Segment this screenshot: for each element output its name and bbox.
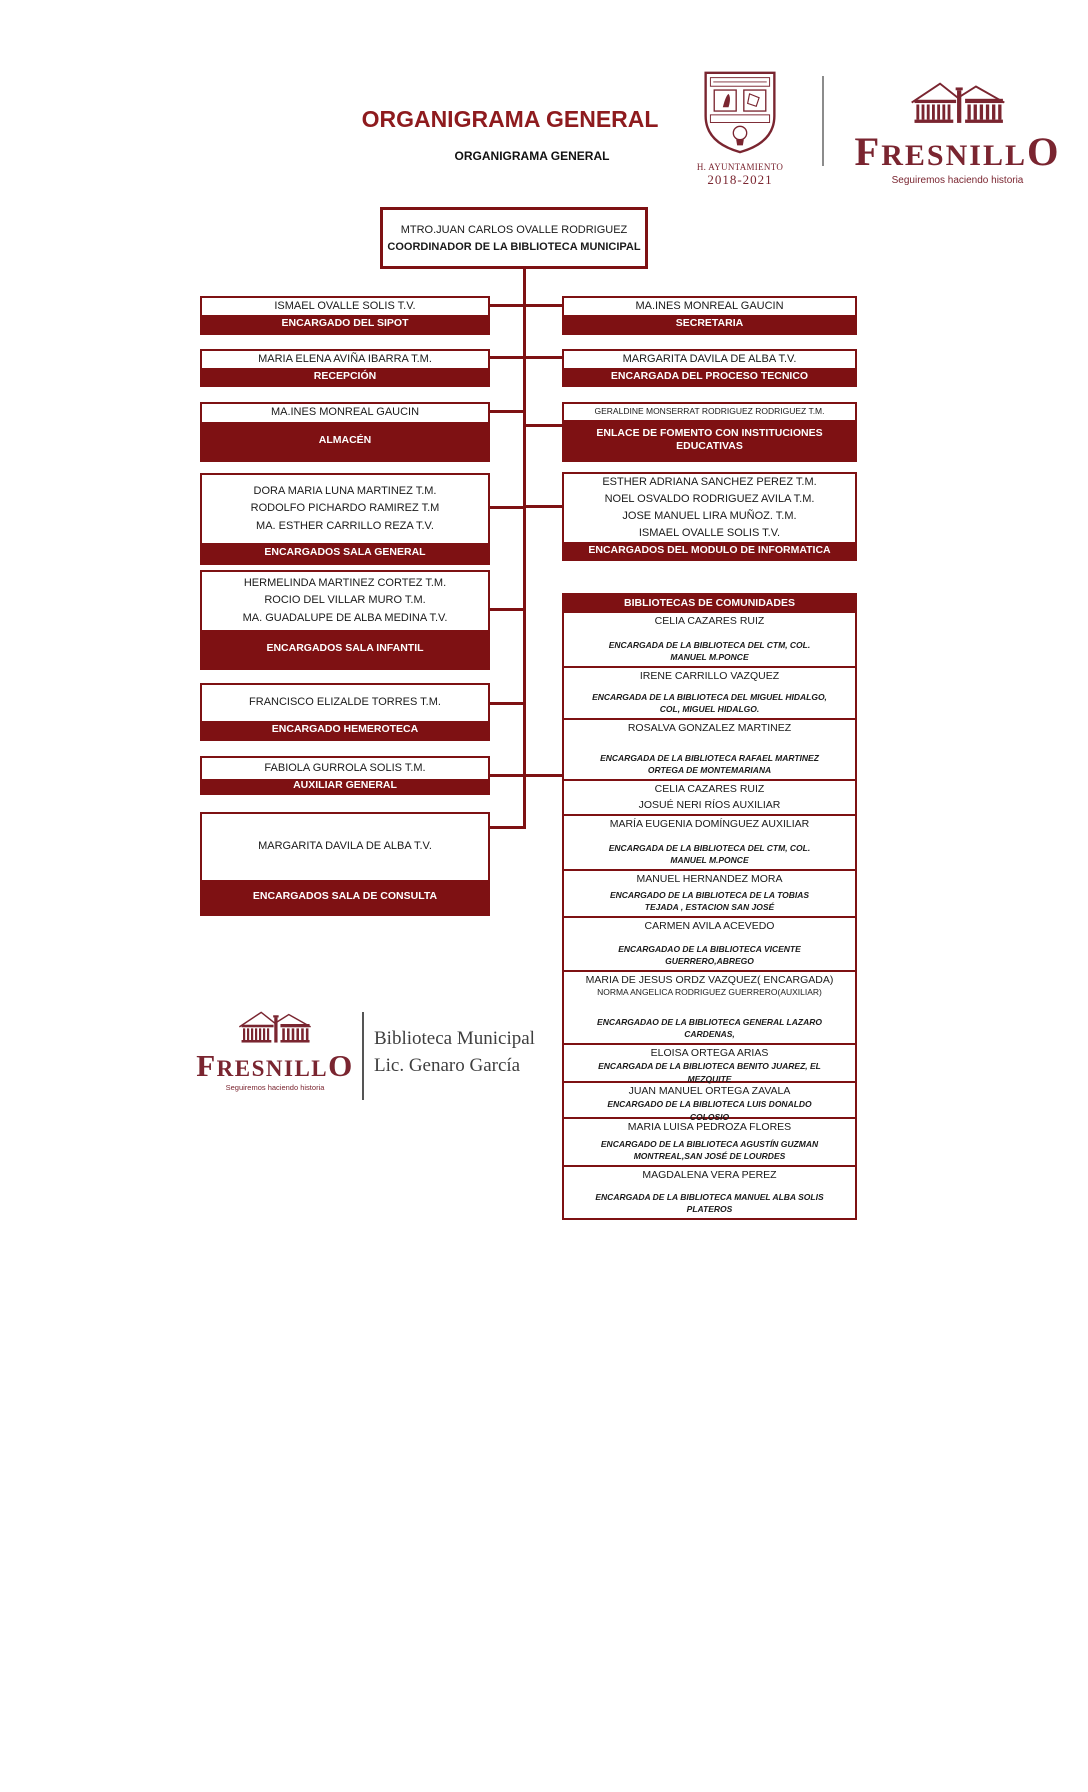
librarian-name: MAGDALENA VERA PEREZ [642,1169,777,1181]
person-name: FABIOLA GURROLA SOLIS T.M. [264,761,426,774]
wordmark-letter: O [328,1048,354,1083]
person-name: ISMAEL OVALLE SOLIS T.V. [274,299,416,312]
librarian-name: CELIA CAZARES RUIZ [654,615,765,627]
fresnillo-wordmark [196,1050,354,1081]
fresnillo-logo-top [850,78,1065,186]
person-names [202,404,488,422]
connector-line [490,506,523,509]
librarian-name: JUAN MANUEL ORTEGA ZAVALA [628,1085,791,1097]
footer-library-name [374,1026,594,1079]
wordmark-letter: O [1026,129,1061,174]
connector-line [490,826,526,829]
fresnillo-arches-icon [858,78,1058,130]
org-box [562,349,857,387]
role-label: ENCARGADOS DEL MODULO DE INFORMATICA [564,542,855,559]
org-box [200,349,490,387]
wordmark-letter: RESNILL [216,1056,329,1081]
community-item-top [569,974,850,998]
community-item-top [569,920,850,933]
community-item-top [569,722,850,735]
coordinator-name: MTRO.JUAN CARLOS OVALLE RODRIGUEZ [400,223,628,236]
wordmark-letter: F [854,129,882,174]
page-title: ORGANIGRAMA GENERAL [361,106,659,132]
person-name: MARIA ELENA AVIÑA IBARRA T.M. [258,352,432,365]
org-box [200,683,490,741]
librarian-name: CELIA CAZARES RUIZ [654,783,765,795]
community-item-top [569,818,850,831]
person-names [202,351,488,368]
community-item-top [569,1047,850,1060]
community-item [564,916,855,970]
library-role: ENCARGADO DE LA BIBLIOTECA LUIS DONALDO COLOSIO [607,1099,812,1122]
librarian-aux-name: JOSUÉ NERI RÍOS AUXILIAR [638,798,781,811]
fresnillo-tagline: Seguiremos haciendo historia [225,1083,325,1093]
person-name: RODOLFO PICHARDO RAMIREZ T.M [250,502,440,515]
org-box [562,296,857,335]
connector-line [526,505,562,508]
library-role: ENCARGADA DE LA BIBLIOTECA RAFAEL MARTINEZ ORTEGA DE MONTEMARIANA [600,752,819,776]
org-box [200,570,490,670]
person-names [564,351,855,368]
communities-list [562,593,857,1220]
wordmark-letter: RESNILL [881,139,1027,172]
librarian-name: ELOISA ORTEGA ARIAS [650,1047,769,1059]
connector-line [526,424,562,427]
community-item [564,1165,855,1218]
librarian-name: MARÍA EUGENIA DOMÍNGUEZ AUXILIAR [609,818,810,830]
person-names [202,572,488,630]
coordinator-role: COORDINADOR DE LA BIBLIOTECA MUNICIPAL [387,240,641,253]
role-label: ENCARGADOS SALA DE CONSULTA [202,880,488,914]
org-box [562,472,857,561]
footer-divider [362,1012,364,1100]
librarian-aux-name: NORMA ANGELICA RODRIGUEZ GUERRERO(AUXILIAR) [597,987,822,998]
footer-line1: Biblioteca Municipal [374,1028,535,1049]
connector-line [490,702,523,705]
role-label: SECRETARIA [564,315,855,333]
community-item-top [569,1121,850,1134]
role-label: ENCARGADOS SALA GENERAL [202,543,488,563]
connector-line [523,269,526,829]
person-name: NOEL OSVALDO RODRIGUEZ AVILA T.M. [604,492,815,505]
connector-line [490,774,562,777]
library-role: ENCARGADAO DE LA BIBLIOTECA GENERAL LAZARO CARDENAS, [597,1016,822,1040]
connector-line [490,356,523,359]
role-label: AUXILIAR GENERAL [202,779,488,793]
connector-line [490,410,523,413]
community-item [564,970,855,1043]
person-names [564,298,855,315]
coordinator-box [380,207,648,269]
community-item [564,718,855,779]
community-item-top [569,615,850,628]
role-label: RECEPCIÓN [202,368,488,385]
person-names [202,814,488,880]
person-name: GERALDINE MONSERRAT RODRIGUEZ RODRIGUEZ T.M. [594,406,825,417]
library-role: ENCARGADO DE LA BIBLIOTECA AGUSTÍN GUZMAN MONTREAL,SAN JOSÉ DE LOURDES [600,1138,819,1162]
person-name: ISMAEL OVALLE SOLIS T.V. [638,527,781,540]
person-name: HERMELINDA MARTINEZ CORTEZ T.M. [243,577,447,590]
crest-shield-icon [701,70,779,154]
role-label: ALMACÉN [202,422,488,460]
librarian-name: CARMEN AVILA ACEVEDO [644,920,775,932]
librarian-name: MARIA DE JESUS ORDZ VAZQUEZ( ENCARGADA) [585,974,834,986]
fresnillo-logo-footer [195,1008,355,1092]
person-names [202,475,488,543]
librarian-name: ROSALVA GONZALEZ MARTINEZ [627,722,792,734]
role-label: ENCARGADA DEL PROCESO TECNICO [564,368,855,385]
community-item-top [569,873,850,886]
fresnillo-arches-icon [200,1008,350,1048]
ayuntamiento-crest [694,70,786,188]
header-divider [822,76,824,166]
person-name: MA.INES MONREAL GAUCIN [270,406,420,419]
community-item [564,1081,855,1122]
community-item-top [569,783,850,796]
role-label: ENCARGADOS SALA INFANTIL [202,630,488,668]
person-name: MA.INES MONREAL GAUCIN [635,299,784,312]
org-box [562,402,857,462]
person-name: ROCIO DEL VILLAR MURO T.M. [264,594,426,607]
page-subtitle: ORGANIGRAMA GENERAL [454,149,610,163]
library-role: ENCARGADO DE LA BIBLIOTECA DE LA TOBIAS TEJADA , ESTACION SAN JOSÉ [609,889,810,913]
community-item [564,666,855,718]
role-label: ENLACE DE FOMENTO CON INSTITUCIONES EDUCATIVAS [564,420,855,460]
librarian-name: MANUEL HERNANDEZ MORA [636,873,783,885]
person-name: FRANCISCO ELIZALDE TORRES T.M. [249,696,441,709]
crest-years: 2018-2021 [707,172,773,187]
community-item [564,1043,855,1084]
library-role: ENCARGADA DE LA BIBLIOTECA BENITO JUAREZ, EL MEZQUITE [598,1061,821,1084]
person-names [564,474,855,542]
org-box [200,812,490,916]
org-box [200,402,490,462]
person-name: MARGARITA DAVILA DE ALBA T.V. [258,840,432,853]
community-item [564,814,855,869]
connector-line [526,356,562,359]
connector-line [526,304,562,307]
fresnillo-wordmark [854,129,1061,174]
community-item [564,779,855,814]
community-item-top [569,1085,850,1098]
person-name: MA. GUADALUPE DE ALBA MEDINA T.V. [242,611,448,624]
role-label: ENCARGADO HEMEROTECA [202,721,488,739]
footer-line2: Lic. Genaro García [374,1054,521,1076]
person-name: ESTHER ADRIANA SANCHEZ PEREZ T.M. [602,475,817,488]
communities-header: BIBLIOTECAS DE COMUNIDADES [564,595,855,611]
library-role: ENCARGADA DE LA BIBLIOTECA DEL MIGUEL HIDALGO, COL, MIGUEL HIDALGO. [592,691,827,715]
library-role: ENCARGADA DE LA BIBLIOTECA DEL CTM, COL. MANUEL M.PONCE [608,842,811,866]
role-label: ENCARGADO DEL SIPOT [202,315,488,333]
community-item-top [569,1169,850,1182]
connector-line [490,304,523,307]
person-names [202,685,488,721]
org-box [200,473,490,565]
librarian-name: MARIA LUISA PEDROZA FLORES [627,1121,792,1133]
person-names [202,758,488,779]
person-names [202,298,488,315]
person-name: JOSE MANUEL LIRA MUÑOZ. T.M. [622,510,797,522]
person-name: MA. ESTHER CARRILLO REZA T.V. [256,519,434,532]
community-item-top [569,670,850,683]
wordmark-letter: F [196,1048,217,1083]
connector-line [490,608,523,611]
library-role: ENCARGADAO DE LA BIBLIOTECA VICENTE GUERRERO,ABREGO [618,943,801,967]
org-box [200,296,490,335]
person-name: MARGARITA DAVILA DE ALBA T.V. [622,352,797,365]
org-box [200,756,490,795]
crest-caption: H. AYUNTAMIENTO [696,162,784,172]
library-role: ENCARGADA DE LA BIBLIOTECA MANUEL ALBA SOLIS PLATEROS [595,1191,824,1215]
fresnillo-tagline: Seguiremos haciendo historia [891,174,1024,186]
person-names [564,404,855,420]
community-item [564,611,855,666]
librarian-name: IRENE CARRILLO VAZQUEZ [639,670,780,682]
library-role: ENCARGADA DE LA BIBLIOTECA DEL CTM, COL. MANUEL M.PONCE [608,639,811,663]
community-item [564,1117,855,1165]
community-item [564,869,855,916]
person-name: DORA MARIA LUNA MARTINEZ T.M. [253,485,437,498]
